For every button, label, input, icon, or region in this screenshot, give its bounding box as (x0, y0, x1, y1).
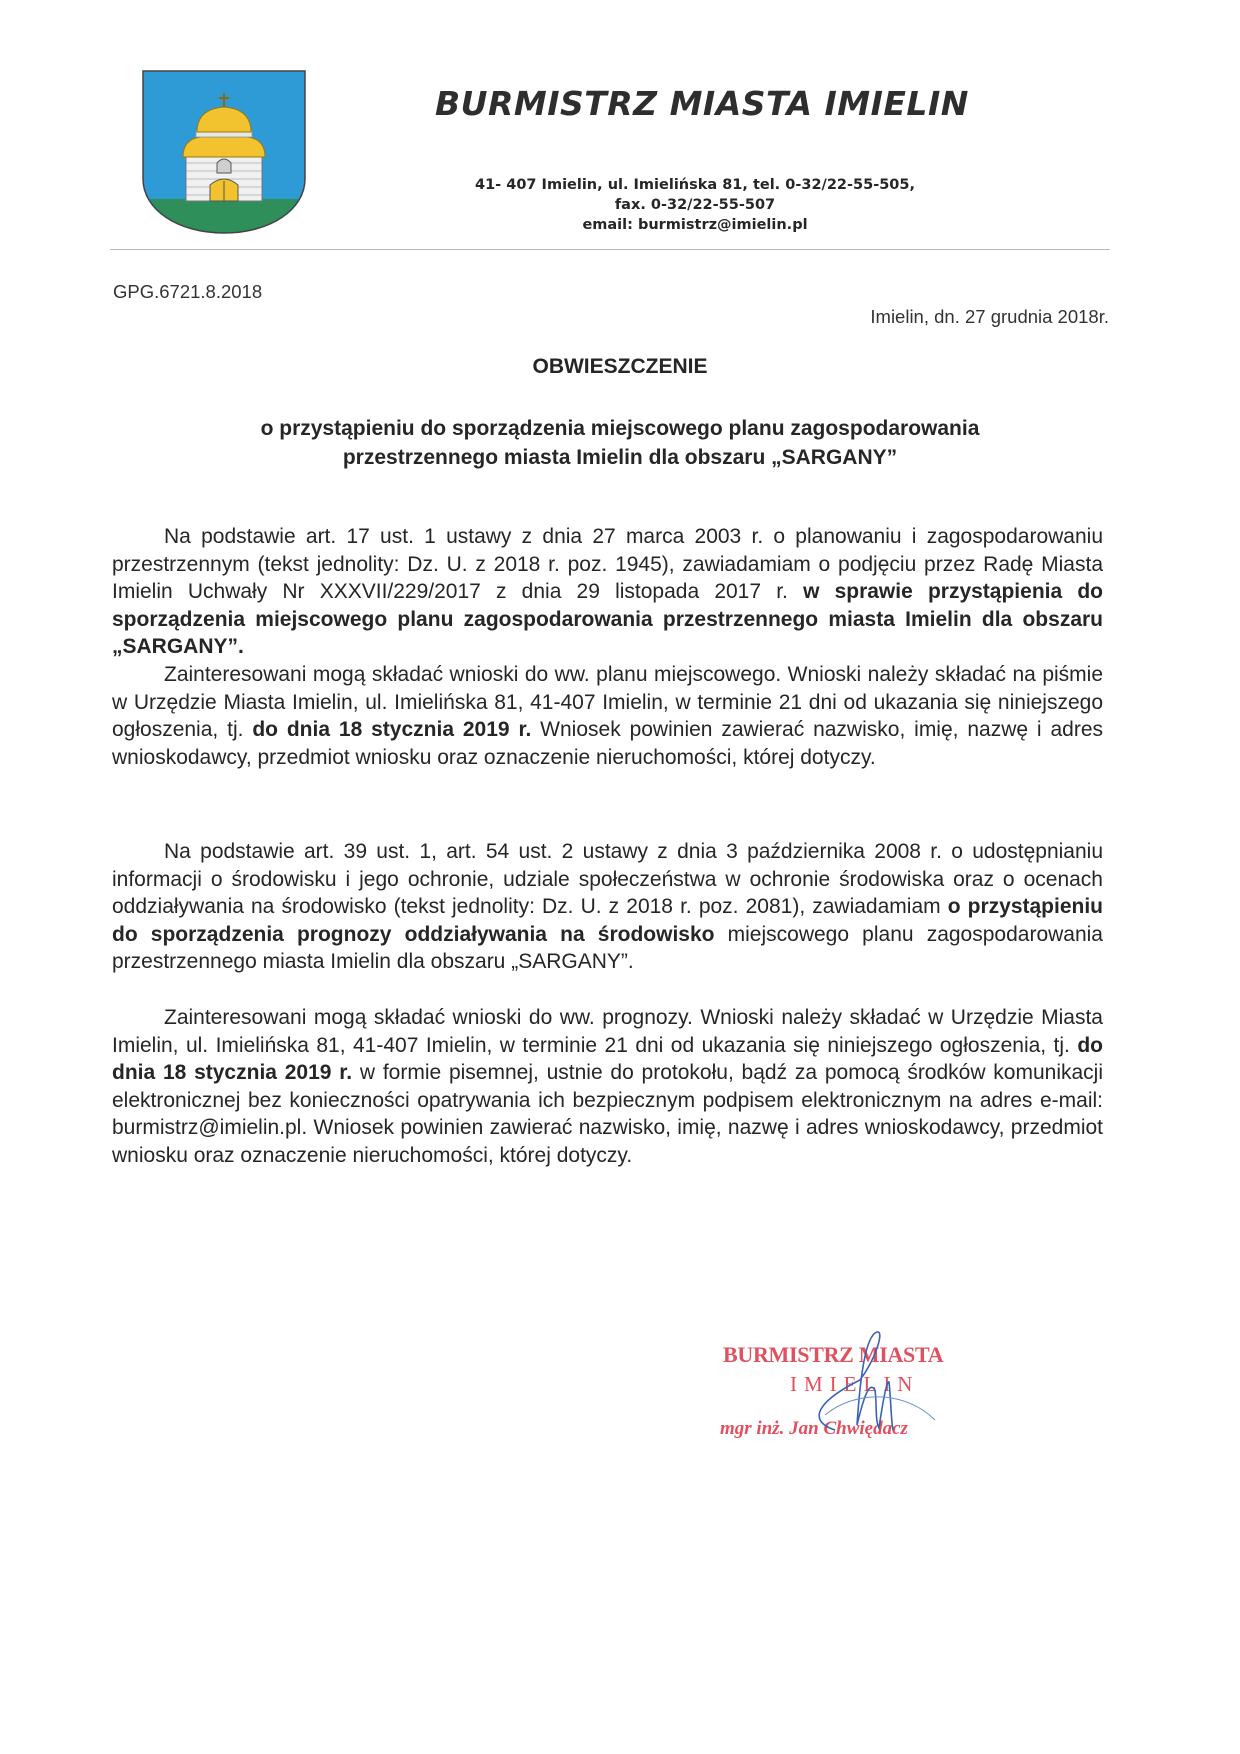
paragraph-3 (112, 838, 1103, 976)
document-title: OBWIESZCZENIE (532, 355, 708, 378)
stamp-town: IMIELIN (790, 1372, 920, 1396)
header-divider (110, 249, 1110, 250)
paragraph-4-deadline: do dnia 18 stycznia 2019 r. (112, 1033, 1103, 1085)
stamp-title: BURMISTRZ MIASTA (723, 1342, 944, 1367)
paragraph-2-text-end: Wniosek powinien zawierać nazwisko, imię, nazwę i adres wnioskodawcy, przedmiot wniosku oraz oznaczenie nieruchomości, której dotyczy. (112, 718, 1103, 769)
contact-block (430, 175, 960, 235)
paragraph-4-text-end: w formie pisemnej, ustnie do protokołu, bądź za pomocą środków komunikacji elektronicznej bez konieczności opatrywania ich bezpiecznym podpisem elektronicznym na adres e-mail: burmistrz@imielin.pl. Wniosek powinien zawierać nazwisko, imię, nazwę i adres wnioskodawcy, przedmiot wniosku oraz oznaczenie nieruchomości, której dotyczy. (112, 1061, 1104, 1167)
paragraph-1-text: Na podstawie art. 17 ust. 1 ustawy z dnia 27 marca 2003 r. o planowaniu i zagospodarowaniu przestrzennym (tekst jednolity: Dz. U. z 2018 r. poz. 1945), zawiadamiam o podjęciu przez Radę Miasta Imielin Uchwały Nr XXXVII/229/2017 z dnia 29 listopada 2017 r. (112, 525, 1103, 604)
paragraph-3-text: Na podstawie art. 39 ust. 1, art. 54 ust. 2 ustawy z dnia 3 października 2008 r. o udostępnianiu informacji o środowisku i jego ochronie, udziale społeczeństwa w ochronie środowiska oraz o ocenach oddziaływania na środowisko (tekst jednolity: Dz. U. z 2018 r. poz. 2081), zawiadamiam (112, 840, 1103, 919)
coat-of-arms-icon (141, 69, 307, 235)
stamp-signatory: mgr inż. Jan Chwiędacz (720, 1418, 908, 1439)
contact-email: email: burmistrz@imielin.pl (582, 217, 808, 233)
paragraph-4-text: Zainteresowani mogą składać wnioski do ww. prognozy. Wnioski należy składać w Urzędzie Miasta Imielin, ul. Imielińska 81, 41-407 Imielin, w terminie 21 dni od ukazania się niniejszego ogłoszenia, tj. (112, 1006, 1103, 1057)
subject-line-2: przestrzennego miasta Imielin dla obszaru „SARGANY” (342, 446, 898, 469)
paragraph-2-deadline: do dnia 18 stycznia 2019 r. (252, 718, 532, 742)
handwritten-signature-icon (765, 1320, 965, 1450)
paragraph-2 (112, 661, 1103, 771)
paragraph-3-text-end: miejscowego planu zagospodarowania przestrzennego miasta Imielin dla obszaru „SARGANY”. (112, 922, 1103, 974)
paragraph-4 (112, 1004, 1103, 1170)
official-stamp (715, 1320, 1015, 1450)
contact-address: 41- 407 Imielin, ul. Imielińska 81, tel. 0-32/22-55-505, (475, 177, 915, 193)
paragraph-1-bold: w sprawie przystąpienia do sporządzenia miejscowego planu zagospodarowania przestrzennego miasta Imielin dla obszaru „SARGANY”. (112, 580, 1103, 659)
document-subject (150, 414, 1090, 472)
paragraph-3-bold: o przystąpieniu do sporządzenia prognozy oddziaływania na środowisko (112, 895, 1103, 946)
reference-number: GPG.6721.8.2018 (113, 281, 263, 302)
paragraph-1 (112, 523, 1103, 661)
contact-fax: fax. 0-32/22-55-507 (614, 197, 776, 213)
organization-title: BURMISTRZ MIASTA IMIELIN (435, 84, 969, 123)
document-date: Imielin, dn. 27 grudnia 2018r. (870, 306, 1109, 327)
paragraph-2-text: Zainteresowani mogą składać wnioski do ww. planu miejscowego. Wnioski należy składać na piśmie w Urzędzie Miasta Imielin, ul. Imielińska 81, 41-407 Imielin, w terminie 21 dni od ukazania się niniejszego ogłoszenia, tj. (112, 663, 1103, 742)
subject-line-1: o przystąpieniu do sporządzenia miejscowego planu zagospodarowania (260, 417, 980, 440)
